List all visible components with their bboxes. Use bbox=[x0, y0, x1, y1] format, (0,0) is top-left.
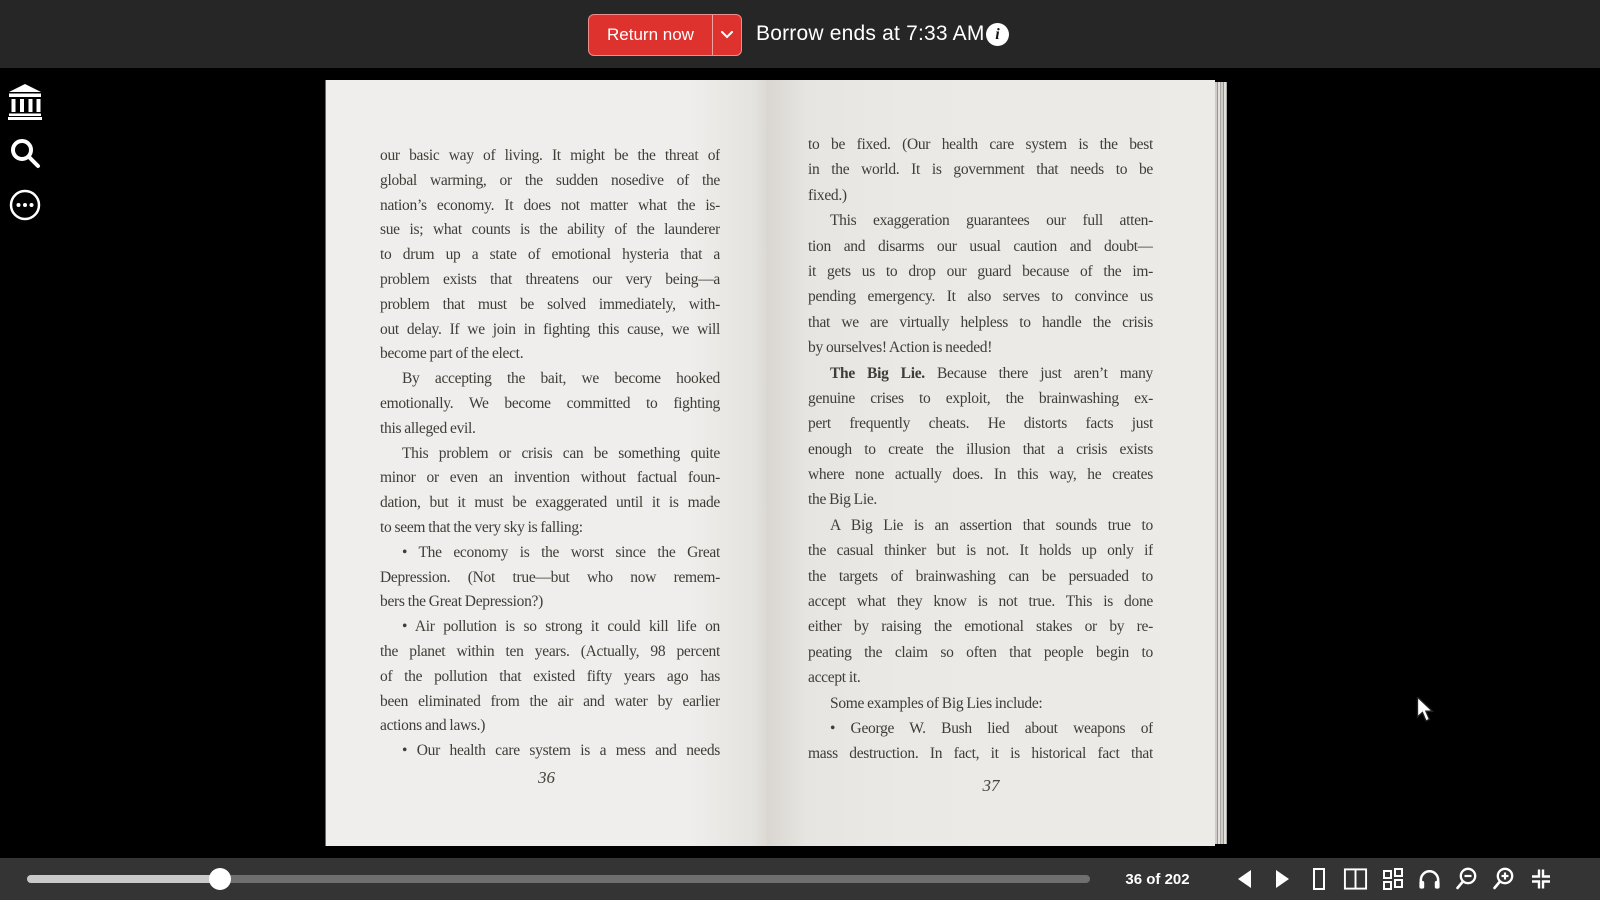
zoom-out-icon[interactable] bbox=[1454, 866, 1479, 892]
zoom-in-icon[interactable] bbox=[1491, 866, 1516, 892]
borrow-ends-text: Borrow ends at 7:33 AM bbox=[756, 22, 985, 45]
book-page-left[interactable] bbox=[325, 80, 767, 846]
read-aloud-icon[interactable] bbox=[1417, 866, 1442, 892]
thumbnail-view-icon[interactable] bbox=[1380, 866, 1405, 892]
info-icon[interactable]: i bbox=[986, 23, 1009, 46]
right-page-text: to be fixed. (Our health care system is the best in the world. It is government that needs to be fixed.) This exaggeration guarantees our full atten- tion and disarms our usual caution and doubt— it gets us to drop our guard because of the im- pending emergency. It also serves to convince us that we are virtually helpless to handle the crisis by ourselves! Action is needed! The Big Lie. Because there just aren’t many genuine crises to exploit, the brainwashing ex- pert frequently cheats. He distorts facts just enough to create the illusion that a crisis exists where none actually does. In this way, he creates the Big Lie. A Big Lie is an assertion that sounds true to the casual thinker but is not. It holds up only if the targets of brainwashing can be persuaded to accept what they know is not true. This is done either by raising the emotional stakes or by re- peating the claim so often that people begin to accept it. Some examples of Big Lies include: • George W. Bush lied about weapons of mass destruction. In fact, it is historical fact that bbox=[808, 136, 1153, 763]
page-slider-handle[interactable] bbox=[209, 868, 231, 890]
book-page-right[interactable] bbox=[767, 80, 1215, 846]
toolbar-buttons bbox=[1232, 858, 1553, 900]
more-options-icon[interactable] bbox=[9, 189, 41, 226]
previous-page-icon[interactable] bbox=[1232, 866, 1257, 892]
search-icon[interactable] bbox=[9, 137, 41, 174]
toggle-fullscreen-icon[interactable] bbox=[1528, 866, 1553, 892]
return-now-button[interactable] bbox=[588, 14, 742, 56]
page-slider-fill bbox=[27, 875, 220, 883]
one-page-view-icon[interactable] bbox=[1306, 866, 1331, 892]
top-bar bbox=[0, 0, 1600, 68]
left-page-number: 36 bbox=[538, 768, 555, 787]
page-stack-edge bbox=[1215, 82, 1227, 844]
two-page-view-icon[interactable] bbox=[1343, 866, 1368, 892]
return-now-label[interactable]: Return now bbox=[589, 15, 713, 55]
left-page-text: our basic way of living. It might be the threat of global warming, or the sudden nosedive of the nation’s economy. It does not matter what the is- sue is; what counts is the ability of the launderer to drum up a state of emotional hysteria that a problem exists that threatens our very being—a problem that must be solved immediately, with- out delay. If we join in fighting this cause, we will become part of the elect. By accepting the bait, we become hooked emotionally. We become committed to fighting this alleged evil. This problem or crisis can be something quite minor or even an invention without factual foun- dation, but it must be exaggerated until it is made to seem that the very sky is falling: • The economy is the worst since the Great Depression. (Not true—but who now remem- bers the Great Depression?) • Air pollution is so strong it could kill life on the planet within ten years. (Actually, 98 percent of the pollution that existed fifty years ago has been eliminated from the air and water by earlier actions and laws.) • Our health care system is a mess and needs bbox=[380, 147, 720, 760]
bottom-toolbar bbox=[0, 858, 1600, 900]
mouse-cursor bbox=[1414, 697, 1436, 728]
book-spread bbox=[325, 80, 1227, 846]
right-page-number: 37 bbox=[982, 776, 1000, 795]
page-slider[interactable] bbox=[27, 875, 1090, 883]
dropdown-chevron-icon[interactable] bbox=[713, 15, 741, 55]
next-page-icon[interactable] bbox=[1269, 866, 1294, 892]
internet-archive-logo[interactable] bbox=[8, 84, 42, 125]
page-indicator: 36 of 202 bbox=[1125, 870, 1190, 888]
